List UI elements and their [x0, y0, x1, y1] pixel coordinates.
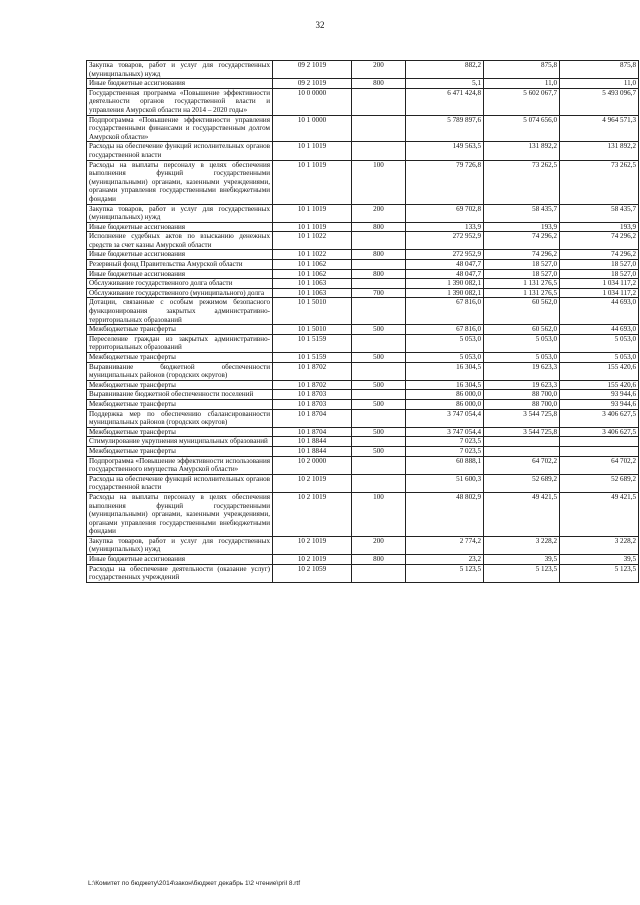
table-row: [87, 474, 639, 492]
row-type-cell: 500: [352, 325, 406, 335]
row-value-2017-cell: 4 964 571,3: [560, 115, 639, 142]
row-name-cell: Иные бюджетные ассигнования: [87, 250, 273, 260]
row-code-cell: 10 2 1019: [273, 555, 352, 565]
row-code-cell: 10 2 1019: [273, 474, 352, 492]
row-name-cell: Закупка товаров, работ и услуг для государственных (муниципальных) нужд: [87, 536, 273, 554]
table-row: [87, 204, 639, 222]
row-value-2017-cell: [560, 437, 639, 447]
row-value-2015-cell: 16 304,5: [406, 362, 484, 380]
row-value-2017-cell: 93 944,6: [560, 390, 639, 400]
row-value-2016-cell: 1 131 276,5: [484, 288, 560, 298]
table-row: [87, 390, 639, 400]
row-code-cell: 10 2 1019: [273, 492, 352, 536]
row-value-2017-cell: 131 892,2: [560, 142, 639, 160]
table-row: [87, 409, 639, 427]
row-code-cell: 10 1 8704: [273, 409, 352, 427]
row-value-2015-cell: 69 702,8: [406, 204, 484, 222]
row-type-cell: [352, 232, 406, 250]
row-value-2016-cell: 74 296,2: [484, 232, 560, 250]
row-name-cell: Обслуживание государственного долга области: [87, 279, 273, 289]
row-value-2016-cell: 88 700,0: [484, 390, 560, 400]
table-row: [87, 456, 639, 474]
row-value-2015-cell: 86 000,0: [406, 390, 484, 400]
row-value-2017-cell: 58 435,7: [560, 204, 639, 222]
row-type-cell: 800: [352, 555, 406, 565]
row-value-2016-cell: 5 074 656,0: [484, 115, 560, 142]
row-value-2017-cell: 93 944,6: [560, 399, 639, 409]
row-code-cell: 09 2 1019: [273, 79, 352, 89]
row-value-2015-cell: 7 023,5: [406, 437, 484, 447]
row-value-2016-cell: [484, 446, 560, 456]
row-value-2016-cell: 19 623,3: [484, 362, 560, 380]
row-value-2015-cell: 16 304,5: [406, 380, 484, 390]
row-value-2017-cell: 74 296,2: [560, 250, 639, 260]
row-value-2017-cell: 5 123,5: [560, 564, 639, 582]
row-value-2017-cell: 5 053,0: [560, 353, 639, 363]
row-value-2015-cell: 86 000,0: [406, 399, 484, 409]
row-code-cell: 10 1 5010: [273, 298, 352, 325]
row-type-cell: [352, 474, 406, 492]
table-row: [87, 222, 639, 232]
row-value-2015-cell: 5 789 897,6: [406, 115, 484, 142]
row-value-2015-cell: 67 816,0: [406, 325, 484, 335]
page-number: 32: [315, 20, 325, 30]
row-type-cell: 100: [352, 492, 406, 536]
row-type-cell: [352, 409, 406, 427]
table-row: [87, 298, 639, 325]
table-row: [87, 536, 639, 554]
row-value-2017-cell: 155 420,6: [560, 362, 639, 380]
row-name-cell: Межбюджетные трансферты: [87, 380, 273, 390]
row-value-2015-cell: 48 047,7: [406, 269, 484, 279]
table-row: [87, 380, 639, 390]
row-value-2016-cell: 19 623,3: [484, 380, 560, 390]
row-name-cell: Подпрограмма «Повышение эффективности использования государственного имущества Амурской области»: [87, 456, 273, 474]
budget-table-body: [87, 61, 639, 583]
row-value-2017-cell: 18 527,0: [560, 269, 639, 279]
row-value-2015-cell: 7 023,5: [406, 446, 484, 456]
row-name-cell: Закупка товаров, работ и услуг для государственных (муниципальных) нужд: [87, 61, 273, 79]
row-value-2015-cell: 3 747 054,4: [406, 409, 484, 427]
row-code-cell: 10 1 8844: [273, 446, 352, 456]
row-type-cell: [352, 564, 406, 582]
row-type-cell: 500: [352, 380, 406, 390]
row-code-cell: 10 1 0000: [273, 115, 352, 142]
row-value-2017-cell: 64 702,2: [560, 456, 639, 474]
row-name-cell: Расходы на обеспечение функций исполнительных органов государственной власти: [87, 142, 273, 160]
table-row: [87, 279, 639, 289]
row-type-cell: [352, 279, 406, 289]
row-name-cell: Выравнивание бюджетной обеспеченности поселений: [87, 390, 273, 400]
row-value-2016-cell: 11,0: [484, 79, 560, 89]
row-name-cell: Расходы на обеспечение функций исполнительных органов государственной власти: [87, 474, 273, 492]
row-code-cell: 09 2 1019: [273, 61, 352, 79]
table-row: [87, 437, 639, 447]
row-value-2016-cell: 5 053,0: [484, 334, 560, 352]
row-name-cell: Межбюджетные трансферты: [87, 353, 273, 363]
row-value-2015-cell: 1 390 082,1: [406, 279, 484, 289]
row-type-cell: 800: [352, 222, 406, 232]
table-row: [87, 555, 639, 565]
row-code-cell: 10 1 1063: [273, 279, 352, 289]
row-value-2017-cell: 44 693,0: [560, 325, 639, 335]
row-name-cell: Исполнение судебных актов по взысканию денежных средств за счет казны Амурской области: [87, 232, 273, 250]
row-value-2016-cell: 5 053,0: [484, 353, 560, 363]
row-type-cell: [352, 456, 406, 474]
row-value-2015-cell: 6 471 424,8: [406, 88, 484, 115]
row-code-cell: 10 1 5010: [273, 325, 352, 335]
row-type-cell: 100: [352, 160, 406, 204]
row-name-cell: Межбюджетные трансферты: [87, 446, 273, 456]
row-value-2015-cell: 882,2: [406, 61, 484, 79]
row-name-cell: Расходы на обеспечение деятельности (оказание услуг) государственных учреждений: [87, 564, 273, 582]
row-code-cell: 10 1 1062: [273, 269, 352, 279]
row-value-2016-cell: 1 131 276,5: [484, 279, 560, 289]
row-name-cell: Подпрограмма «Повышение эффективности управления государственными финансами и государственным долгом Амурской области»: [87, 115, 273, 142]
row-type-cell: [352, 142, 406, 160]
row-code-cell: 10 1 1019: [273, 160, 352, 204]
row-code-cell: 10 1 1062: [273, 260, 352, 270]
row-value-2015-cell: 2 774,2: [406, 536, 484, 554]
row-value-2016-cell: 64 702,2: [484, 456, 560, 474]
row-value-2016-cell: 73 262,5: [484, 160, 560, 204]
row-value-2017-cell: 39,5: [560, 555, 639, 565]
row-type-cell: 700: [352, 288, 406, 298]
row-name-cell: Расходы на выплаты персоналу в целях обеспечения выполнения функций государственными (муниципальными) органами, казенными учреждениями, органами управления государственными внебюджетными фондами: [87, 492, 273, 536]
row-code-cell: 10 0 0000: [273, 88, 352, 115]
row-type-cell: [352, 362, 406, 380]
row-code-cell: 10 1 8702: [273, 362, 352, 380]
table-row: [87, 427, 639, 437]
row-value-2015-cell: 5 053,0: [406, 334, 484, 352]
row-value-2017-cell: 5 053,0: [560, 334, 639, 352]
row-type-cell: 200: [352, 536, 406, 554]
row-value-2015-cell: 5,1: [406, 79, 484, 89]
row-value-2017-cell: 1 034 117,2: [560, 279, 639, 289]
row-value-2015-cell: 1 390 082,1: [406, 288, 484, 298]
row-value-2017-cell: 3 406 627,5: [560, 427, 639, 437]
row-value-2017-cell: 44 693,0: [560, 298, 639, 325]
row-type-cell: 200: [352, 204, 406, 222]
table-row: [87, 142, 639, 160]
row-value-2017-cell: 49 421,5: [560, 492, 639, 536]
row-name-cell: Иные бюджетные ассигнования: [87, 222, 273, 232]
row-type-cell: 500: [352, 399, 406, 409]
table-row: [87, 115, 639, 142]
row-value-2017-cell: 52 689,2: [560, 474, 639, 492]
row-value-2016-cell: 49 421,5: [484, 492, 560, 536]
row-name-cell: Иные бюджетные ассигнования: [87, 269, 273, 279]
row-value-2017-cell: 5 493 096,7: [560, 88, 639, 115]
row-value-2016-cell: 88 700,0: [484, 399, 560, 409]
row-value-2015-cell: 3 747 054,4: [406, 427, 484, 437]
row-value-2015-cell: 272 952,9: [406, 250, 484, 260]
row-value-2015-cell: 149 563,5: [406, 142, 484, 160]
row-name-cell: Государственная программа «Повышение эффективности деятельности органов государственной власти и управления Амурской области на 2014 – 2020 годы»: [87, 88, 273, 115]
row-name-cell: Переселение граждан из закрытых административно-территориальных образований: [87, 334, 273, 352]
row-value-2017-cell: [560, 446, 639, 456]
table-row: [87, 325, 639, 335]
table-row: [87, 269, 639, 279]
row-value-2017-cell: 74 296,2: [560, 232, 639, 250]
row-value-2016-cell: 74 296,2: [484, 250, 560, 260]
row-value-2015-cell: 51 600,3: [406, 474, 484, 492]
row-value-2016-cell: 60 562,0: [484, 325, 560, 335]
row-code-cell: 10 2 1019: [273, 536, 352, 554]
row-name-cell: Закупка товаров, работ и услуг для государственных (муниципальных) нужд: [87, 204, 273, 222]
row-value-2017-cell: 155 420,6: [560, 380, 639, 390]
row-value-2015-cell: 23,2: [406, 555, 484, 565]
table-row: [87, 160, 639, 204]
row-value-2017-cell: 3 406 627,5: [560, 409, 639, 427]
row-code-cell: 10 1 8704: [273, 427, 352, 437]
table-row: [87, 232, 639, 250]
row-value-2015-cell: 60 888,1: [406, 456, 484, 474]
row-code-cell: 10 1 1019: [273, 222, 352, 232]
row-value-2017-cell: 1 034 117,2: [560, 288, 639, 298]
row-code-cell: 10 1 1019: [273, 204, 352, 222]
table-row: [87, 288, 639, 298]
row-type-cell: 800: [352, 250, 406, 260]
row-code-cell: 10 2 1059: [273, 564, 352, 582]
table-row: [87, 362, 639, 380]
row-name-cell: Выравнивание бюджетной обеспеченности муниципальных районов (городских округов): [87, 362, 273, 380]
row-name-cell: Расходы на выплаты персоналу в целях обеспечения выполнения функций государственными (муниципальными) органами, казенными учреждениями, органами управления государственными внебюджетными фондами: [87, 160, 273, 204]
row-value-2016-cell: 52 689,2: [484, 474, 560, 492]
row-type-cell: [352, 115, 406, 142]
budget-table: [86, 60, 639, 583]
row-value-2016-cell: [484, 437, 560, 447]
table-row: [87, 79, 639, 89]
row-value-2015-cell: 272 952,9: [406, 232, 484, 250]
row-value-2015-cell: 133,9: [406, 222, 484, 232]
row-value-2016-cell: 60 562,0: [484, 298, 560, 325]
row-value-2016-cell: 875,8: [484, 61, 560, 79]
row-value-2015-cell: 48 802,9: [406, 492, 484, 536]
row-type-cell: [352, 298, 406, 325]
row-value-2016-cell: 18 527,0: [484, 260, 560, 270]
row-type-cell: [352, 390, 406, 400]
row-value-2016-cell: 58 435,7: [484, 204, 560, 222]
row-code-cell: 10 1 1063: [273, 288, 352, 298]
row-name-cell: Поддержка мер по обеспечению сбалансированности муниципальных районов (городских округов): [87, 409, 273, 427]
row-value-2016-cell: 18 527,0: [484, 269, 560, 279]
row-value-2016-cell: 39,5: [484, 555, 560, 565]
row-code-cell: 10 1 8844: [273, 437, 352, 447]
row-type-cell: 200: [352, 61, 406, 79]
table-row: [87, 446, 639, 456]
row-value-2016-cell: 5 123,5: [484, 564, 560, 582]
row-name-cell: Резервный фонд Правительства Амурской области: [87, 260, 273, 270]
row-type-cell: 800: [352, 269, 406, 279]
row-type-cell: [352, 88, 406, 115]
row-type-cell: 500: [352, 427, 406, 437]
row-name-cell: Дотации, связанные с особым режимом безопасного функционирования закрытых административно-территориальных образований: [87, 298, 273, 325]
table-row: [87, 334, 639, 352]
row-name-cell: Межбюджетные трансферты: [87, 399, 273, 409]
row-value-2015-cell: 5 123,5: [406, 564, 484, 582]
row-code-cell: 10 1 8703: [273, 399, 352, 409]
row-value-2015-cell: 67 816,0: [406, 298, 484, 325]
row-code-cell: 10 1 1019: [273, 142, 352, 160]
row-value-2015-cell: 5 053,0: [406, 353, 484, 363]
row-code-cell: 10 1 1022: [273, 232, 352, 250]
row-value-2016-cell: 131 892,2: [484, 142, 560, 160]
row-type-cell: 800: [352, 79, 406, 89]
row-name-cell: Межбюджетные трансферты: [87, 325, 273, 335]
row-code-cell: 10 2 0000: [273, 456, 352, 474]
row-value-2017-cell: 73 262,5: [560, 160, 639, 204]
row-code-cell: 10 1 5159: [273, 353, 352, 363]
table-row: [87, 492, 639, 536]
row-name-cell: Иные бюджетные ассигнования: [87, 79, 273, 89]
row-value-2017-cell: 11,0: [560, 79, 639, 89]
table-row: [87, 399, 639, 409]
row-type-cell: [352, 334, 406, 352]
table-row: [87, 88, 639, 115]
table-row: [87, 353, 639, 363]
row-code-cell: 10 1 8702: [273, 380, 352, 390]
row-value-2017-cell: 18 527,0: [560, 260, 639, 270]
row-value-2016-cell: 3 544 725,8: [484, 409, 560, 427]
table-row: [87, 250, 639, 260]
footer-file-path: L:\Комитет по бюджету\2014\закон\бюджет декабрь 1\2 чтение\pril 8.rtf: [88, 880, 301, 887]
table-row: [87, 61, 639, 79]
row-type-cell: 500: [352, 446, 406, 456]
row-type-cell: [352, 260, 406, 270]
row-type-cell: [352, 437, 406, 447]
row-name-cell: Обслуживание государственного (муниципального) долга: [87, 288, 273, 298]
row-value-2017-cell: 193,9: [560, 222, 639, 232]
row-name-cell: Иные бюджетные ассигнования: [87, 555, 273, 565]
row-code-cell: 10 1 5159: [273, 334, 352, 352]
row-value-2017-cell: 3 228,2: [560, 536, 639, 554]
row-name-cell: Стимулирование укрупнения муниципальных образований: [87, 437, 273, 447]
row-value-2015-cell: 48 047,7: [406, 260, 484, 270]
row-value-2015-cell: 79 726,8: [406, 160, 484, 204]
row-type-cell: 500: [352, 353, 406, 363]
row-name-cell: Межбюджетные трансферты: [87, 427, 273, 437]
table-row: [87, 260, 639, 270]
table-row: [87, 564, 639, 582]
row-value-2016-cell: 3 544 725,8: [484, 427, 560, 437]
row-value-2016-cell: 193,9: [484, 222, 560, 232]
row-value-2016-cell: 5 602 067,7: [484, 88, 560, 115]
row-value-2016-cell: 3 228,2: [484, 536, 560, 554]
row-value-2017-cell: 875,8: [560, 61, 639, 79]
row-code-cell: 10 1 8703: [273, 390, 352, 400]
row-code-cell: 10 1 1022: [273, 250, 352, 260]
